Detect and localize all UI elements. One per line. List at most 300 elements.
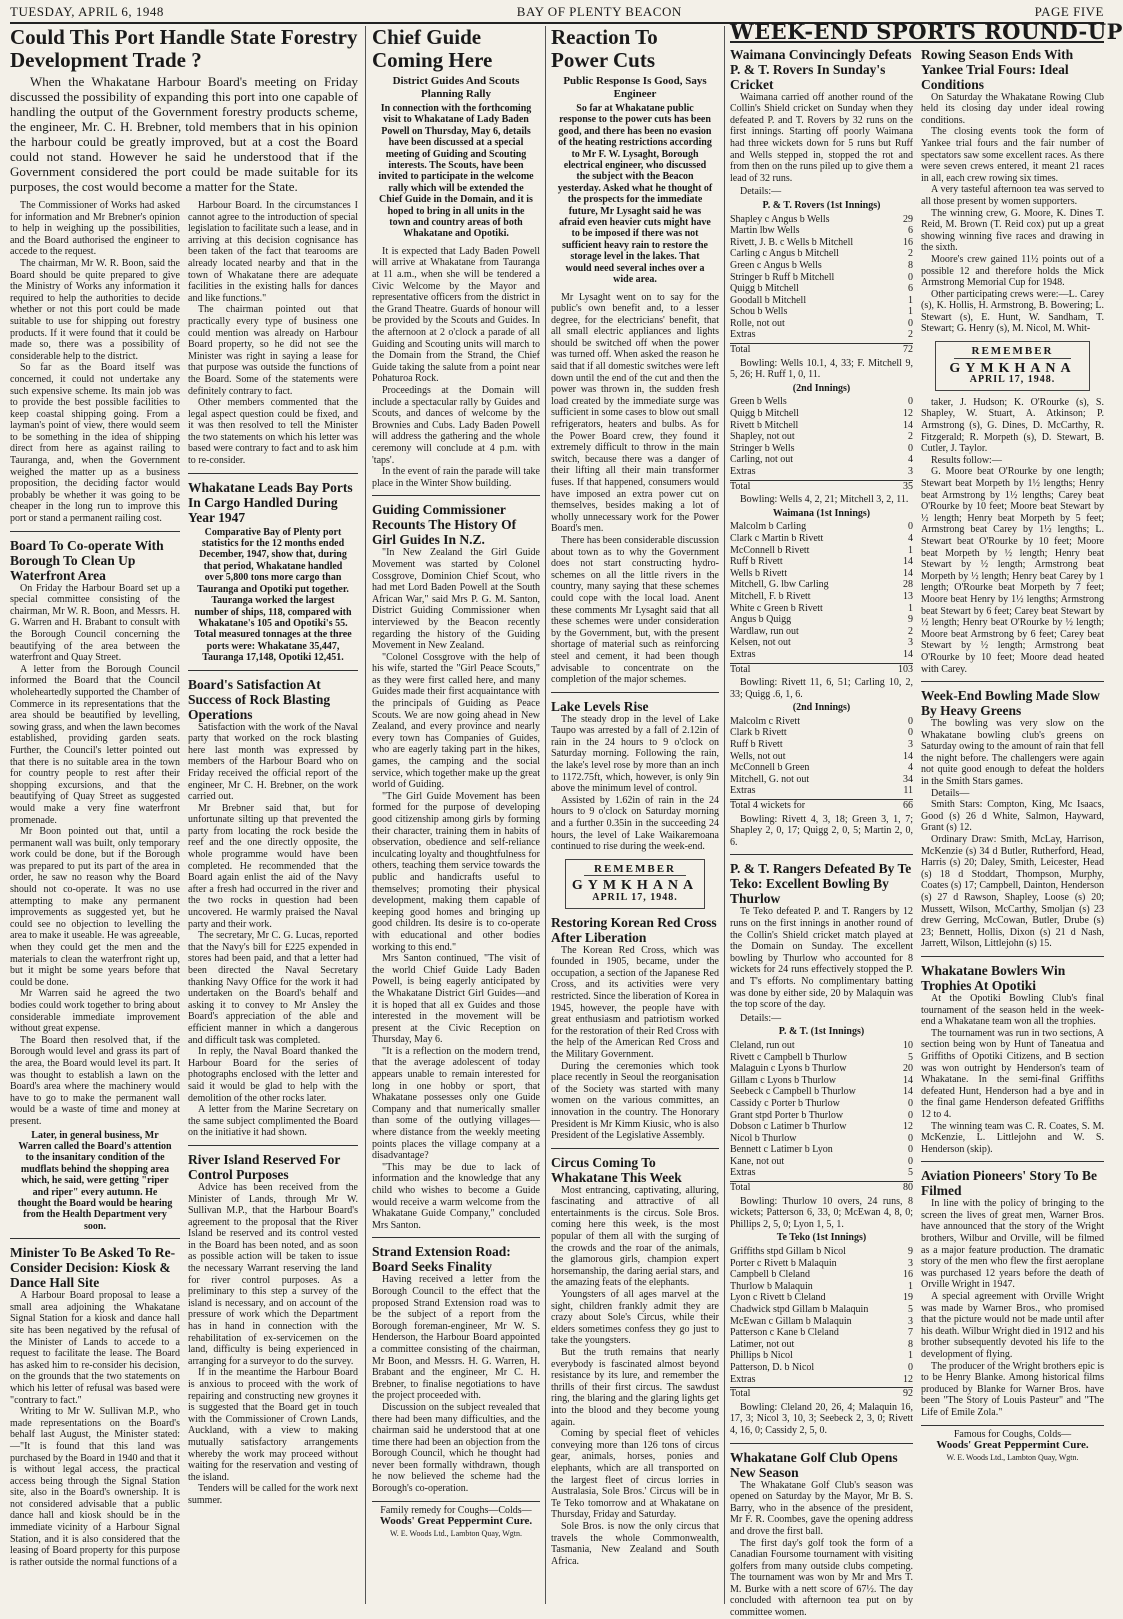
masthead-title: BAY OF PLENTY BEACON [516, 4, 682, 19]
scorecard-row [730, 1075, 913, 1087]
runs-value: 4 [908, 454, 913, 466]
article-paragraph: Coming by special fleet of vehicles conveying more than 126 tons of circus gear, animals, horses, ponies and elephants, which are all transported on the largest fleet of circus lorries in Australasia, Sole Bros.' Circus will be in Te Teko tomorrow and at Whakatane on Thursday, Friday and Saturday. [551, 1428, 719, 1521]
batsman-entry: Clark c Martin b Rivett [730, 532, 824, 544]
subhead-guides-scouts: District Guides And Scouts Planning Rally [392, 75, 520, 100]
runs-value: 1 [908, 294, 913, 306]
headline-minister: Minister To Be Asked To Re-Consider Decision: Kiosk & Dance Hall Site [10, 1245, 176, 1291]
peppermint-cure-ad [921, 1425, 1104, 1464]
article-paragraph: The Korean Red Cross, which was founded in 1905, became, under the occupation, a section of the Japanese Red Cross, and its activities were very restricted. Since the liberation of Korea in 1945, however, the people have with great enthusiasm and patriotism worked for the restoration of their Red Cross with the help of the American Red Cross and the Military Government. [551, 944, 719, 1060]
article-paragraph: Details— [931, 787, 970, 799]
runs-value: 0 [908, 1097, 913, 1109]
ad-date: APRIL 17, 1948. [592, 892, 678, 903]
batsman-entry: Shapley c Angus b Wells [730, 213, 830, 225]
article-paragraph: The first day's golf took the form of a Canadian Foursome tournament with visiting golfers from many outside clubs competing. The tournament was won by Mr and Mrs T. M. Burke with a nett score of 67½. The day concluded with afternoon tea put on by committee women. [730, 1537, 913, 1619]
runs-value: 14 [903, 648, 913, 660]
runs-value: 29 [903, 213, 913, 225]
article-paragraph: Tenders will be called for the work next summer. [188, 1483, 358, 1506]
sports-subcolumn-right [921, 47, 1104, 1619]
scorecard-row [730, 626, 913, 638]
details-label: Details:— [740, 186, 782, 198]
runs-value: 0 [908, 317, 913, 329]
runs-value: 11 [903, 785, 913, 797]
bowling-figures: Bowling: Wells 10.1, 4, 33; F. Mitchell 9, 5, 26; H. Ruff 1, 0, 11. [730, 357, 913, 381]
batsman-entry: Extras [730, 1373, 756, 1385]
scorecard-row [730, 443, 913, 455]
article-paragraph: On Friday the Harbour Board set up a special committee consisting of the chairman, Mr W. R. Boon, and Messrs. H. G. Warren and H. Brabant to consult with the Borough Council concerning the beautifying of the area between the waterfront and Quay Street. [10, 582, 180, 664]
total-label: Total 4 wickets for [730, 800, 806, 812]
divider [372, 495, 540, 496]
article-paragraph: "The Girl Guide Movement has been formed for the purpose of developing good citizenship among girls by forming their character, training them in habits of observation, obedience and self-reliance inculcating loyalty and thoughtfulness for others, teaching them service towards the public and handicrafts useful to themselves; promoting their physical development, making them capable of keeping good homes and bringing up good children. Its desire is to co-operate with educational and other bodies working to this end." [372, 790, 540, 953]
batsman-entry: Lyon c Rivett b Cleland [730, 1292, 826, 1304]
article-paragraph: "Colonel Cossgrove with the help of his wife, started the "Girl Peace Scouts," as they were first called here, and many Guides made their first acquaintance with the principals of Guiding as Peace Scouts. We are now going ahead in New Zealand, and every province and nearly every town has Companies of Guides, who are eagerly taking part in the hikes, games, the camping and the social service, which together make up the great world of Guiding. [372, 651, 540, 791]
divider [10, 531, 180, 532]
article-paragraph: But the truth remains that nearly everybody is fascinated almost beyond resistance by its lure, and remember the thrills of their first circus. The sawdust ring, the blaring and the glaring lights get into the blood and they become young again. [551, 1347, 719, 1428]
runs-value: 0 [908, 271, 913, 283]
article-paragraph: So far as the Board itself was concerned, it could not undertake any such expensive scheme. Its main job was to provide the best possible facilities to keep coastal shipping going. From a layman's point of view, there would seem to be something in the idea of shipping direct from here as against railing to Tauranga, and, when the Government weighed the matter up as a business proposition, the deciding factor would probably be whether it was going to be cheaper in the long run to improve this port or stand a permanent railing cost. [10, 362, 180, 525]
ad-remember: REMEMBER [584, 864, 686, 877]
article-paragraph: The winning crew, G. Moore, K. Dines T. Reid, M. Brown (T. Reid cox) put up a great showing winning five races and drawing in the sixth. [921, 207, 1104, 254]
runs-value: 6 [908, 225, 913, 237]
article-paragraph: The closing events took the form of Yankee trial fours and the fair number of spectators saw some excellent races. As there were seven crews entered, it meant 21 races in all, each crew rowing six times. [921, 126, 1104, 184]
ad-product: Woods' Great Peppermint Cure. [936, 1439, 1089, 1452]
batsman-entry: Clark b Rivett [730, 727, 787, 739]
scorecard-row [730, 283, 913, 295]
batsman-entry: Kelsen, not out [730, 637, 791, 649]
article-paragraph: Advice has been received from the Minister of Lands, through Mr W. Sullivan M.P., that the Harbour Board's agreement to the proposal that the River Island be reserved and its control vested in the Board has been noted, and as soon as possible action will be taken to issue the necessary Warrant reserving the land for river control purposes. As a preliminary to this step a survey of the island is necessary, and on account of the pressure of work which the Department has in hand in connection with the rehabilitation of ex-servicemen on the land, difficulty is being experienced in arranging for a surveyor to do the survey. [188, 1181, 358, 1367]
runs-value: 3 [908, 466, 913, 477]
batsman-entry: Seebeck c Campbell b Thurlow [730, 1086, 856, 1098]
runs-value: 2 [908, 625, 913, 637]
headline-waimana: Waimana Convincingly Defeats P. & T. Rovers In Sunday's Cricket [730, 46, 912, 92]
scorecard-row [730, 396, 913, 408]
article-paragraph: "This may be due to lack of information and the knowledge that any child who wishes to become a Guide would receive a warm welcome from the Whakatane Guide Company," concluded Mrs Santon. [372, 1161, 540, 1231]
scorecard-row [730, 306, 913, 318]
headline-river-island: River Island Reserved For Control Purposes [188, 1151, 341, 1182]
scorecard-row [730, 214, 913, 226]
batsman-entry: Ruff b Rivett [730, 556, 783, 568]
article-paragraph: The chairman, Mr W. R. Boon, said the Board should be quite prepared to give the Ministry of Works any information it required to help the authorities to decide whether or not this port could be made suitable to use for shipping out forestry products. If it were found that it could be made so, there was a possibility of considerable help to the district. [10, 257, 180, 362]
batsman-entry: Cleland, run out [730, 1039, 795, 1051]
scorecard-row [730, 591, 913, 603]
scorecard-row [730, 466, 913, 478]
scorecard-row [730, 774, 913, 786]
batsman-entry: Carling c Angus b Mitchell [730, 248, 839, 260]
divider [188, 670, 358, 671]
batsman-entry: Stringer b Wells [730, 442, 795, 454]
scorecard [730, 1232, 913, 1436]
scorecard-row [730, 272, 913, 284]
article-paragraph: Waimana carried off another round of the Collin's Shield cricket on Sunday when they defeated P. and T. Rovers by 32 runs on the first innings. Starting off poorly Waimana had three wickets down for 5 runs but Ruff and Wells stepped in, stopped the rot and from then on the runs piled up to give them a lead of 32 runs. [730, 91, 913, 184]
batsman-entry: McEwan c Gillam b Malaquin [730, 1315, 852, 1327]
batsman-entry: Patterson c Kane b Cleland [730, 1327, 839, 1339]
scorecard-row [730, 1167, 913, 1179]
scorecard [730, 383, 913, 506]
runs-value: 16 [903, 236, 913, 248]
total-value: 92 [903, 1388, 913, 1400]
runs-value: 0 [908, 442, 913, 454]
scorecard-caption: (2nd Innings) [792, 702, 851, 714]
article-paragraph: In reply, the Naval Board thanked the Harbour Board for the series of photographs enclosed with the letter and said it would be glad to help with the demolition of the other rocks later. [188, 1046, 358, 1104]
divider [730, 854, 913, 855]
batsman-entry: Extras [730, 785, 756, 797]
article-paragraph: The Whakatane Golf Club's season was opened on Saturday by the Mayor, Mr B. S. Barry, who in the absence of the president, Mr F. R. Coombes, gave the opening address and drove the first ball. [730, 1479, 913, 1537]
headline-bowlers-opotiki: Whakatane Bowlers Win Trophies At Opotiki [921, 962, 1066, 993]
scorecard [730, 1026, 913, 1230]
subhead-public-response: Public Response Is Good, Says Engineer [563, 75, 707, 100]
bowling-figures: Bowling: Cleland 20, 26, 4; Malaquin 16, 17, 3; Nicol 3, 10, 3; Seebeck 2, 3, 0; Rivett 4, 16, 0; Cassidy 2, 5, 0. [730, 1401, 913, 1436]
article-paragraph: Harbour Board. In the circumstances I cannot agree to the introduction of special legislation to facilitate such a lease, and in arriving at this decision cognisance has been taken of the fact that tearooms are already located nearby and that in the town of Whakatane there are adequate facilities in the existing halls for dances and like functions." [188, 200, 358, 304]
gymkhana-ad [565, 859, 705, 909]
runs-value: 4 [908, 762, 913, 774]
scorecard-row [730, 1304, 913, 1316]
batsman-entry: Mitchell, G. not out [730, 773, 810, 785]
article-paragraph: It is expected that Lady Baden Powell will arrive at Whakatane from Tauranga at 11 a.m., when she will be tendered a Civic Welcome by the Mayor and representative officers from the district in the Grand Theatre. Guards of honour will be provided by the Scouts and Guides. In the afternoon at 2 o'clock a parade of all Guiding and Scouting units will march to the Domain from the Strand, the Chief Guide taking the salute from a point near Pohaturoa Rock. [372, 245, 540, 385]
batsman-entry: Green b Wells [730, 396, 787, 408]
article-paragraph: A letter from the Borough Council informed the Board that the Council wholeheartedly supported the Chamber of Commerce in its representations that the area should be beautified by levelling, sowing grass, and when the lawn becomes established, providing garden seats. Further, the Council's letter pointed out that there is no suitable area in the town for country people to rest after their shopping excursions, and that the beautifying of Quay Street as suggested would make a very fine waterfront promenade. [10, 663, 180, 826]
scorecard-row [730, 408, 913, 420]
scorecard-row [730, 295, 913, 307]
scorecard-row [730, 637, 913, 649]
article-paragraph: The bowling was very slow on the Whakatane bowling club's greens on Saturday owing to the amount of rain that fell the night before. The challengers were again not quite good enough to defeat the holders in the Smith Stars games. [921, 718, 1104, 788]
runs-value: 1 [908, 1280, 913, 1292]
column-rule [365, 26, 366, 1604]
scorecard-row [730, 1339, 913, 1351]
runs-value: 9 [908, 614, 913, 626]
power-intro: So far at Whakatane public response to the power cuts has been good, and there has been no evasion of the heating restrictions according to Mr F. W. Lysaght, Borough electrical engineer, who discussed the subject with the Beacon yesterday. Asked what he thought of the prospects for the immediate future, Mr Lysaght said he was afraid even heavier cuts might have to be imposed if there was not sufficient heavy rain to restore the storage level in the lakes. That would need several inches over a wide area. [557, 103, 713, 286]
sports-subcolumn-left [730, 47, 913, 1619]
batsman-entry: Malcolm b Carling [730, 521, 807, 533]
batsman-entry: Bennett c Latimer b Lyon [730, 1144, 833, 1156]
runs-value: 19 [903, 1292, 913, 1304]
batsman-entry: Wardlaw, run out [730, 625, 799, 637]
scorecard-row [730, 739, 913, 751]
divider [188, 473, 358, 474]
batsman-entry: Extras [730, 648, 756, 660]
ad-address: W. E. Woods Ltd., Lambton Quay, Wgtn. [389, 1528, 522, 1538]
scorecard-row [730, 568, 913, 580]
article-paragraph: The producer of the Wright brothers epic is to be Henry Blanke. Among historical films produced by Blanke for Warner Bros. have been "The Story of Louis Pasteur" and "The Life of Emile Zola." [921, 1360, 1104, 1418]
headline-port-forestry: Could This Port Handle State Forestry Development Trade ? [10, 25, 358, 72]
column-guides [372, 26, 540, 1604]
article-paragraph: Mr Brebner said that, but for unfortunate silting up that prevented the party from locating the rock beside the reef and the one directly opposite, the whole programme would have been completed. He recommended that the Board again enlist the aid of the Navy after a fresh had occurred in the river and the two rocks in question had been uncovered. He warmly praised the Naval party and their work. [188, 802, 358, 930]
runs-value: 0 [908, 1361, 913, 1373]
scorecard-row [730, 1156, 913, 1168]
runs-value: 8 [908, 1338, 913, 1350]
batsman-entry: Carling, not out [730, 454, 794, 466]
scorecard-row [730, 1110, 913, 1122]
column-rule [724, 26, 725, 1604]
article-paragraph: Assisted by 1.62in of rain in the 24 hours to 9 o'clock on Saturday morning and a further 0.35in in the succeeding 24 hours, the level of Lake Waikaremoana continued to rise during the week-end. [551, 794, 719, 853]
runs-value: 2 [908, 431, 913, 443]
peppermint-cure-ad [372, 1501, 540, 1540]
scorecard [730, 508, 913, 701]
divider [551, 1148, 719, 1149]
bowling-figures: Bowling: Wells 4, 2, 21; Mitchell 3, 2, 11. [740, 494, 909, 506]
article-paragraph: Satisfaction with the work of the Naval party that worked on the rock blasting here last month was expressed by members of the Harbour Board who on Friday received the official report of the engineer, Mr C. H. Brebner, on the work carried out. [188, 721, 358, 803]
runs-value: 7 [908, 1327, 913, 1339]
article-paragraph: Sole Bros. is now the only circus that travels the whole Commonwealth, Tasmania, New Zealand and South Africa. [551, 1520, 719, 1567]
sports-banner: WEEK-END SPORTS ROUND-UP [730, 19, 1123, 44]
article-paragraph: Mr Lysaght went on to say for the public's own benefit and, to a lesser degree, for the electricians' benefit, that all small electric appliances and lights should be switched off when the power was turned off. When asked the reason he said that if all domestic switches were left down until the end of the cut and then the power was thrown in, the sudden fresh load created by the immediate surge was sufficient in some cases to blow out small refrigerators, heaters and bulbs. As for the Power Board crew, they found it extremely difficult to throw in the main switch, because there was a danger of their lifting all their main transformer fuses. If that happened, consumers would have imposed an extra power cut on themselves, besides making a lot of wholly unnecessary work for the Power Board's men. [551, 291, 720, 535]
article-paragraph: The winning team was C. R. Coates, S. M. McKenzie, L. Littlejohn and W. S. Henderson (skip). [921, 1120, 1104, 1155]
column-harbour [10, 26, 358, 1604]
runs-value: 0 [908, 1109, 913, 1121]
runs-value: 1 [908, 544, 913, 556]
runs-value: 0 [908, 521, 913, 533]
runs-value: 20 [903, 1063, 913, 1075]
batsman-entry: Chadwick stpd Gillam b Malaquin [730, 1304, 869, 1315]
runs-value: 8 [908, 259, 913, 271]
scorecard-row [730, 785, 913, 797]
runs-value: 14 [903, 556, 913, 568]
batsman-entry: White c Green b Rivett [730, 602, 823, 614]
runs-value: 14 [903, 419, 913, 431]
runs-value: 3 [908, 637, 913, 649]
batsman-entry: Mitchell, F. b Rivett [730, 590, 811, 602]
scorecard-row [730, 1327, 913, 1339]
runs-value: 34 [903, 773, 913, 785]
headline-bowling: Week-End Bowling Made Slow By Heavy Greens [921, 688, 1100, 719]
details-label: Details:— [740, 1012, 782, 1024]
batsman-entry: Thurlow b Malaquin [730, 1280, 813, 1292]
total-label: Total [730, 1388, 751, 1400]
article-paragraph: taker, J. Hudson; K. O'Rourke (s), S. Shapley, W. Stuart, A. Atkinson; P. Armstrong (s), G. Dines, D. McCarthy, R. Fitzgerald; R. Morpeth (s), D. Stewart, B. Cutler, J. Taylor. [921, 396, 1104, 455]
total-value: 35 [903, 480, 913, 492]
batsman-entry: Gillam c Lyons b Thurlow [730, 1074, 836, 1086]
batsman-entry: Rolle, not out [730, 317, 785, 329]
batsman-entry: McConnell b Rivett [730, 544, 810, 556]
headline-blasting: Board's Satisfaction At Success of Rock Blasting Operations [188, 676, 331, 722]
scorecard-row [730, 1246, 913, 1258]
headline-rowing: Rowing Season Ends With Yankee Trial Fours: Ideal Conditions [921, 46, 1074, 92]
runs-value: 1 [908, 602, 913, 614]
column-sports [730, 19, 1123, 1619]
article-paragraph: Ordinary Draw: Smith, McLay, Harrison, McKenzie (s) 34 d Butler, Rutherford, Head, Harris (s) 20; Daley, Smith, Leicester, Head (s) 18 d Stoddart, Thompson, Murphy, Coates (s) 17; Campbell, Dainton, Henderson (s) 27 d Rawson, Shapley, Loose (s) 20; Mussett, Wilson, McCarthy, Smoljan (s) 23 drew Gerring, McCowan, Butler, Drube (s) 23; Bennett, Hollis, Dixon (s) 21 d Nash, Jarrett, Wilson, Littlejohn (s) 15. [921, 834, 1104, 950]
headline-lake-levels: Lake Levels Rise [551, 698, 649, 714]
runs-value: 28 [903, 579, 913, 591]
scorecard [730, 200, 913, 381]
runs-value: 14 [903, 1086, 913, 1098]
batsman-entry: Cassidy c Porter b Thurlow [730, 1097, 840, 1109]
runs-value: 5 [908, 1167, 913, 1179]
scorecard-row [730, 225, 913, 237]
article-paragraph: At the Opotiki Bowling Club's final tournament of the season held in the week-end a Whakatane team won all the trophies. [921, 992, 1104, 1028]
batsman-entry: Latimer, not out [730, 1338, 795, 1350]
article-paragraph: Youngsters of all ages marvel at the sight, children frankly admit they are crazy about Sole's Circus, while their elders sometimes confess they go just to take the youngsters. [551, 1289, 719, 1347]
runs-value: 3 [908, 1257, 913, 1269]
article-paragraph: A very tasteful afternoon tea was served to all those present by women supporters. [921, 184, 1104, 207]
article-paragraph: A letter from the Marine Secretary on the same subject complimented the Board on the initiative it had shown. [188, 1104, 358, 1139]
runs-value: 10 [903, 1039, 913, 1051]
scorecard-total [730, 1181, 913, 1194]
scorecard-caption: Waimana (1st Innings) [772, 507, 871, 519]
ad-date: APRIL 17, 1948. [969, 374, 1056, 386]
total-value: 80 [903, 1182, 913, 1194]
total-label: Total [730, 344, 751, 356]
batsman-entry: Malcolm c Rivett [730, 715, 800, 727]
scorecard-row [730, 716, 913, 728]
article-paragraph: Mrs Santon continued, "The visit of the world Chief Guide Lady Baden Powell, is being eagerly anticipated by the Whakatane District Girl Guides—and it is hoped that all ex Guides and those interested in the movement will be present at the Civic Reception on Thursday, May 6. [372, 953, 540, 1046]
runs-value: 1 [908, 306, 913, 318]
article-paragraph: Smith Stars: Compton, King, Mc Isaacs, Good (s) 26 d White, Salmon, Hayward, Grant (s) 12. [921, 799, 1104, 834]
total-value: 103 [898, 663, 913, 675]
scorecard-row [730, 1362, 913, 1374]
article-paragraph: Most entrancing, captivating, alluring, fascinating and attractive of all entertainments is the circus. Sole Bros. coming here this week, is the most popular of them all with the surging of the crowds and the roar of the animals, the glamorous girls, champion expert horsemanship, the daring aerial stars, and the amazing feats of the elephants. [551, 1184, 719, 1289]
batsman-entry: Green c Angus b Wells [730, 259, 822, 271]
scorecard-row [730, 1052, 913, 1064]
runs-value: 5 [908, 1051, 913, 1063]
scorecard-total [730, 663, 913, 676]
article-paragraph: The Commissioner of Works had asked for information and Mr Brebner's opinion to help in weighing up the possibilities, and the Board authorised the engineer to accede to the request. [10, 200, 180, 258]
scorecard-row [730, 545, 913, 557]
scorecard-row [730, 649, 913, 661]
runs-value: 16 [903, 1269, 913, 1281]
ad-gymkhana: GYMKHANA [949, 360, 1076, 376]
divider [372, 1237, 540, 1238]
scorecard-row [730, 1098, 913, 1110]
runs-value: 0 [908, 1132, 913, 1144]
scorecard-row [730, 579, 913, 591]
batsman-entry: Martin lbw Wells [730, 225, 800, 237]
gymkhana-ad [935, 341, 1090, 391]
article-paragraph: Writing to Mr W. Sullivan M.P., who made representations on the Board's behalf last August, the Minister stated:—"It is found that this land was purchased by the Board in 1940 and that it is without legal access, the practical access being through the Signal Station site, also in the Board's ownership. It is not considered advisable that a public dance hall and kiosk should be in the immediate vicinity of a Harbour Signal Station, and it is also considered that the leasing of Board property for this purpose is rather outside the normal functions of a [10, 1406, 180, 1568]
article-paragraph: A Harbour Board proposal to lease a small area adjoining the Whakatane Signal Station for a kiosk and dance hall site has been negatived by the refusal of the Minister of Lands to accede to a request to facilitate the lease. The Board has asked him to re-consider his decision, on the grounds that the two statements on which his letter of refusal was based were "contrary to fact." [10, 1290, 180, 1406]
ad-gymkhana: GYMKHANA [571, 878, 699, 894]
runs-value: 12 [903, 1121, 913, 1133]
scorecard-row [730, 1292, 913, 1304]
batsman-entry: Phillips b Nicol [730, 1350, 793, 1362]
scorecard-row [730, 727, 913, 739]
batsman-entry: Angus b Quigg [730, 614, 792, 626]
runs-value: 0 [908, 1144, 913, 1156]
headline-circus: Circus Coming To Whakatane This Week [551, 1154, 682, 1185]
scorecard-row [730, 521, 913, 533]
runs-value: 12 [903, 408, 913, 420]
page-number: PAGE FIVE [1034, 4, 1104, 19]
batsman-entry: Rivett b Mitchell [730, 419, 799, 431]
scorecard-row [730, 1316, 913, 1328]
batsman-entry: Quigg b Mitchell [730, 283, 799, 295]
runs-value: 0 [908, 1155, 913, 1167]
divider [921, 956, 1104, 957]
article-paragraph: Te Teko defeated P. and T. Rangers by 12 runs on the first innings in another round of the Collin's Shield cricket match played at the Domain on Sunday. The excellent bowling by Thurlow who accounted for 8 wickets for 24 runs effectively stopped the P. and T's efforts. No complimentary batting was done by either side, 20 by Malaquin was the top score of the day. [730, 906, 913, 1011]
article-paragraph: Results follow:— [931, 454, 1002, 466]
scorecard-row [730, 1258, 913, 1270]
headline-chief-guide: Chief Guide Coming Here [372, 25, 493, 72]
article-paragraph: "It is a reflection on the modern trend, that the average adolescent of today appears unable to remain interested for long in one hobby or sport, that Whakatane possesses only one Guide Company and that numerically smaller than some of the outlying villages—where distance from the weekly meeting points places the village company at a disadvantage? [372, 1045, 540, 1162]
column-power [551, 26, 719, 1604]
runs-value: 1 [908, 1350, 913, 1362]
batsman-entry: Wells, not out [730, 750, 786, 762]
article-paragraph: In line with the policy of bringing to the screen the lives of great men, Warner Bros. have announced that the story of the Wright brothers, Wilbur and Orville, will be filmed as a major feature production. The dramatic story of the men who flew the first aeroplane was purchased 12 years before the death of Orville Wright in 1947. [921, 1198, 1104, 1291]
scorecard-caption: (2nd Innings) [792, 382, 851, 394]
runs-value: 14 [903, 567, 913, 579]
runs-value: 5 [908, 1304, 913, 1315]
scorecard-row [730, 248, 913, 260]
scorecard-row [730, 1040, 913, 1052]
scorecard-total [730, 1387, 913, 1400]
scorecard-row [730, 431, 913, 443]
total-label: Total [730, 663, 751, 675]
scorecard-caption: Te Teko (1st Innings) [776, 1232, 867, 1244]
ad-line: Family remedy for Coughs—Colds— [380, 1504, 532, 1516]
article-paragraph: Discussion on the subject revealed that there had been many difficulties, and the chairman said he understood that at one time there had been an objection from the Borough Council, which he thought had never been formally withdrawn, though he now believed the scheme had the Borough's co-operation. [372, 1401, 540, 1495]
scorecard-row [730, 556, 913, 568]
total-label: Total [730, 1182, 751, 1194]
scorecard-row [730, 318, 913, 330]
divider [551, 692, 719, 693]
article-paragraph: The chairman pointed out that practically every type of business one could mention was already on Harbour Board property, so he did not see the Minister was right in saying a lease for that purpose was outside the functions of the Board. Some of the statements were definitely contrary to fact. [188, 304, 358, 397]
scorecard-total [730, 799, 913, 812]
runs-value: 3 [908, 1315, 913, 1327]
divider [188, 1145, 358, 1146]
article-paragraph: Moore's crew gained 11½ points out of a possible 12 and therefore holds the Mick Armstrong Memorial Cup for 1948. [921, 253, 1104, 289]
article-paragraph: Mr Warren said he agreed the two bodies could work together to bring about considerable immediate improvement without great expense. [10, 988, 180, 1035]
batsman-entry: Schou b Wells [730, 306, 788, 318]
article-paragraph: During the ceremonies which took place recently in Seoul the reorganisation of the Society was started with many women on the various committes, an innovation in the country. The Honorary President is Mr Kimm Kiusic, who is also President of the Legislative Assembly. [551, 1060, 719, 1142]
batsman-entry: Extras [730, 329, 756, 341]
batsman-entry: Goodall b Mitchell [730, 294, 807, 306]
scorecard-row [730, 1144, 913, 1156]
ad-product: Woods' Great Peppermint Cure. [379, 1515, 533, 1528]
scorecard-row [730, 1086, 913, 1098]
batsman-entry: McConnell b Green [730, 762, 810, 774]
scorecard-row [730, 1133, 913, 1145]
headline-strand-extension: Strand Extension Road: Board Seeks Finality [372, 1244, 511, 1275]
headline-cargo: Whakatane Leads Bay Ports In Cargo Handled During Year 1947 [188, 479, 353, 525]
runs-value: 9 [908, 1246, 913, 1258]
runs-value: 0 [908, 715, 913, 727]
column-rule [545, 26, 546, 1604]
batsman-entry: Ruff b Rivett [730, 739, 783, 751]
article-paragraph: On Saturday the Whakatane Rowing Club held its closing day under ideal rowing conditions. [921, 91, 1104, 126]
article-paragraph: "In New Zealand the Girl Guide Movement was started by Colonel Cossgrove, Dominion Chief Scout, who had met Lord Baden Powell at the South African War," said Mrs P. G. M. Santon, District Guiding Commissioner when interviewed by the Beacon recently regarding the history of the Guiding Movement in New Zealand. [372, 547, 540, 652]
scorecard-row [730, 1350, 913, 1362]
scorecard-row [730, 533, 913, 545]
scorecard-row [730, 454, 913, 466]
scorecard-row [730, 260, 913, 272]
article-paragraph: In the event of rain the parade will take place in the Winter Show building. [372, 466, 540, 489]
scorecard-row [730, 329, 913, 341]
issue-date: TUESDAY, APRIL 6, 1948 [10, 4, 164, 19]
batsman-entry: Shapley, not out [730, 431, 795, 443]
scorecard-caption: P. & T. Rovers (1st Innings) [762, 199, 881, 211]
article-paragraph: Proceedings at the Domain will include a spectacular rally by Guides and Scouts, and dances of welcome by the Brownies and Cubs. Lady Baden Powell will address the gathering and the whole ceremony will conclude at 4 p.m. with 'taps'. [372, 385, 540, 466]
divider [921, 1161, 1104, 1162]
runs-value: 0 [908, 727, 913, 739]
article-paragraph: The steady drop in the level of Lake Taupo was arrested by a fall of 2.12in of rain in the 24 hours to 9 o'clock on Saturday morning. Following the rain, the lake's level rose by more than an inch to 1172.75ft, which, however, is only 9in above the minimum level of control. [551, 713, 719, 795]
ad-line: Famous for Coughs, Colds— [953, 1428, 1072, 1440]
runs-value: 0 [908, 396, 913, 408]
article-paragraph: There has been considerable discussion about town as to why the Government does not start constructing hydro-schemes on all the little rivers in the country, many saying that these schemes could cope with the local load. Anent these comments Mr Lysaght said that all these schemes were under consideration by the Government, but, with the present shortage of material such as reinforcing steel and cement, it had been though advisable to concentrate on the completion of the major schemes. [551, 534, 719, 686]
article-paragraph: The Board then resolved that, if the Borough would level and grass its part of the area, the Board would level its part. It was thought to establish a lawn on the Board's area where the machinery would have to go to make the permanent wall would be a waste of time and money at present. [10, 1034, 180, 1127]
runs-value: 6 [908, 283, 913, 295]
headline-rangers: P. & T. Rangers Defeated By Te Teko: Excellent Bowling By Thurlow [730, 861, 912, 907]
batsman-entry: Stringer b Ruff b Mitchell [730, 271, 835, 283]
scorecard-row [730, 1063, 913, 1075]
headline-power-cuts: Reaction To Power Cuts [551, 25, 658, 72]
lead-paragraph: When the Whakatane Harbour Board's meeting on Friday discussed the possibility of expanding this port into one capable of handling the output of the Government forestry products scheme, the engineer, Mr. C. H. Brebner, told members that in his opinion the harbour could be greatly improved, but at a cost the Board could not stand. However he said he understood that if the Government considered the port could be made suitable for its purposes, the cost would become a matter for the State. [10, 74, 358, 194]
scorecard-row [730, 762, 913, 774]
runs-value: 4 [908, 532, 913, 544]
article-paragraph: Having received a letter from the Borough Council to the effect that the proposed Strand Extension road was to be the subject of a report from the Borough foreman-engineer, Mr W. S. Henderson, the Harbour Board appointed a committee consisting of the chairman, Mr Boon, and Messrs. H. G. Warren, H. Brabant and the engineer, Mr C. H. Brebner, to finalise negotiations to have the project proceeded with. [372, 1274, 540, 1402]
article-paragraph: If in the meantime the Harbour Board is anxious to proceed with the work of repairing and constructing new groynes it is suggested that the Board get in touch with the Commissioner of Crown Lands, Auckland, with a view to making mutually satisfactory arrangements whereby the work may proceed without waiting for the reservation and vesting of the island. [188, 1367, 358, 1483]
divider [10, 1238, 180, 1239]
scorecard-row [730, 420, 913, 432]
batsman-entry: Mitchell, G. lbw Carling [730, 579, 829, 591]
scorecard-row [730, 1269, 913, 1281]
article-paragraph: Mr Boon pointed out that, until a permanent wall was built, only temporary work could be done, but if the Borough was prepared to put its part of the area in order, he saw no reason why the Board should not co-operate. It was no use attempting to make any permanent improvements as suggested yet, but he could see no objection to levelling the area to make it useable. He was agreeable, when they could get the men and the materials to clean the waterfront right up, but it might be some years before that could be done. [10, 826, 180, 988]
